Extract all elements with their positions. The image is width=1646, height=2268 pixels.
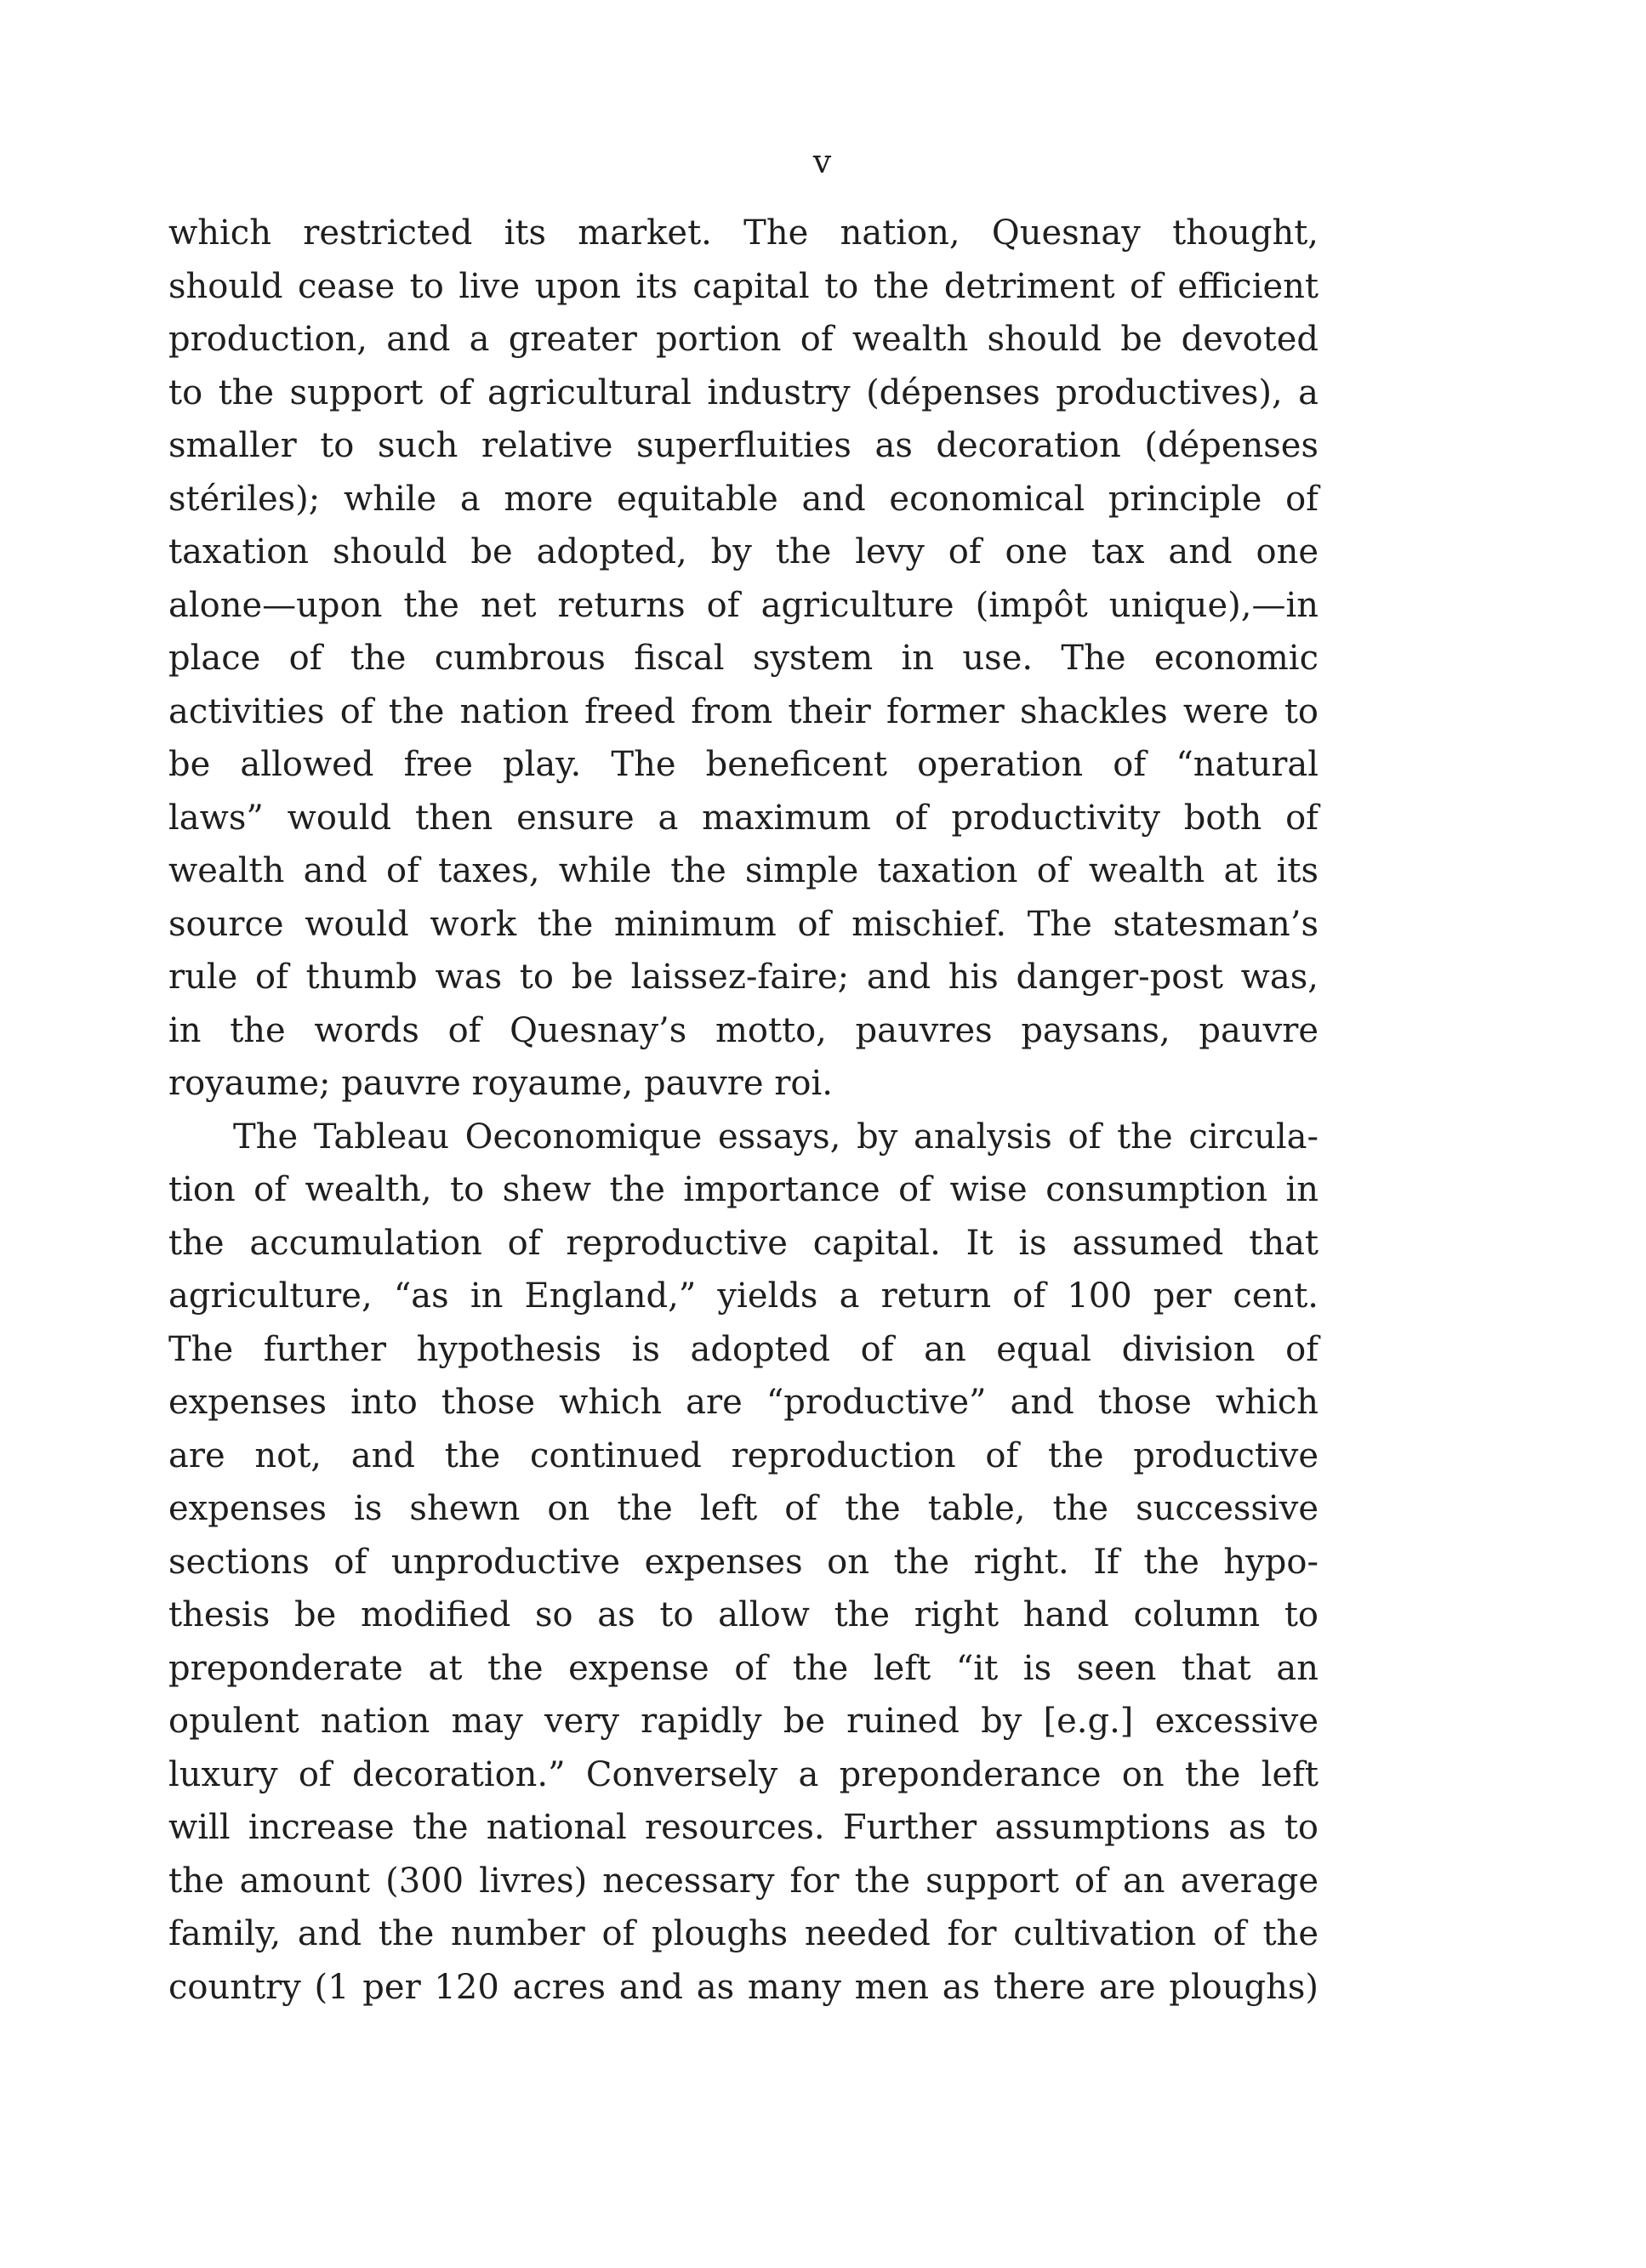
- text-line-31: will increase the national resources. Further assumptions as to: [168, 1808, 1319, 1847]
- text-line-9: place of the cumbrous fiscal system in use. The economic: [168, 639, 1319, 678]
- text-line-1: which restricted its market. The nation, Quesnay thought,: [168, 213, 1319, 253]
- text-line-18: The Tableau Oeconomique essays, by analysis of the circula-: [233, 1117, 1319, 1157]
- text-line-33: family, and the number of ploughs needed for cultivation of the: [168, 1914, 1319, 1953]
- text-line-5: smaller to such relative superfluities as decoration (dépenses: [168, 426, 1319, 465]
- text-line-34: country (1 per 120 acres and as many men as there are ploughs): [168, 1967, 1319, 2007]
- text-line-7: taxation should be adopted, by the levy of one tax and one: [168, 532, 1319, 571]
- text-line-10: activities of the nation freed from their former shackles were to: [168, 691, 1319, 731]
- text-line-13: wealth and of taxes, while the simple taxation of wealth at its: [168, 851, 1319, 890]
- text-line-19: tion of wealth, to shew the importance of wise consumption in: [168, 1170, 1319, 1209]
- text-line-22: The further hypothesis is adopted of an equal division of: [168, 1329, 1319, 1369]
- text-line-20: the accumulation of reproductive capital. It is assumed that: [168, 1223, 1319, 1263]
- text-line-8: alone—upon the net returns of agriculture (impôt unique),—in: [168, 585, 1319, 625]
- text-line-23: expenses into those which are “productive” and those which: [168, 1383, 1319, 1422]
- text-line-29: opulent nation may very rapidly be ruined by [e.g.] excessive: [168, 1702, 1319, 1741]
- text-line-21: agriculture, “as in England,” yields a return of 100 per cent.: [168, 1276, 1319, 1316]
- text-line-32: the amount (300 livres) necessary for the support of an average: [168, 1861, 1319, 1901]
- text-line-27: thesis be modified so as to allow the right hand column to: [168, 1595, 1319, 1634]
- text-line-15: rule of thumb was to be laissez-faire; and his danger-post was,: [168, 958, 1319, 997]
- text-line-16: in the words of Quesnay’s motto, pauvres paysans, pauvre: [168, 1010, 1319, 1050]
- text-line-14: source would work the minimum of mischief. The statesman’s: [168, 904, 1319, 944]
- text-line-2: should cease to live upon its capital to the detriment of efficient: [168, 266, 1319, 306]
- page-number: v: [812, 143, 834, 180]
- text-line-28: preponderate at the expense of the left “it is seen that an: [168, 1648, 1319, 1688]
- text-line-26: sections of unproductive expenses on the right. If the hypo-: [168, 1542, 1319, 1582]
- text-line-25: expenses is shewn on the left of the table, the successive: [168, 1489, 1319, 1528]
- text-line-24: are not, and the continued reproduction of the productive: [168, 1435, 1319, 1475]
- text-line-4: to the support of agricultural industry (dépenses productives), a: [168, 372, 1319, 412]
- text-line-6: stériles); while a more equitable and economical principle of: [168, 479, 1319, 519]
- text-line-30: luxury of decoration.” Conversely a preponderance on the left: [168, 1754, 1319, 1794]
- text-line-3: production, and a greater portion of wealth should be devoted: [168, 320, 1319, 359]
- text-line-11: be allowed free play. The beneficent operation of “natural: [168, 745, 1319, 784]
- text-line-17: royaume; pauvre royaume, pauvre roi.: [168, 1064, 833, 1103]
- body-text: [168, 207, 1319, 2014]
- text-line-12: laws” would then ensure a maximum of productivity both of: [168, 798, 1319, 838]
